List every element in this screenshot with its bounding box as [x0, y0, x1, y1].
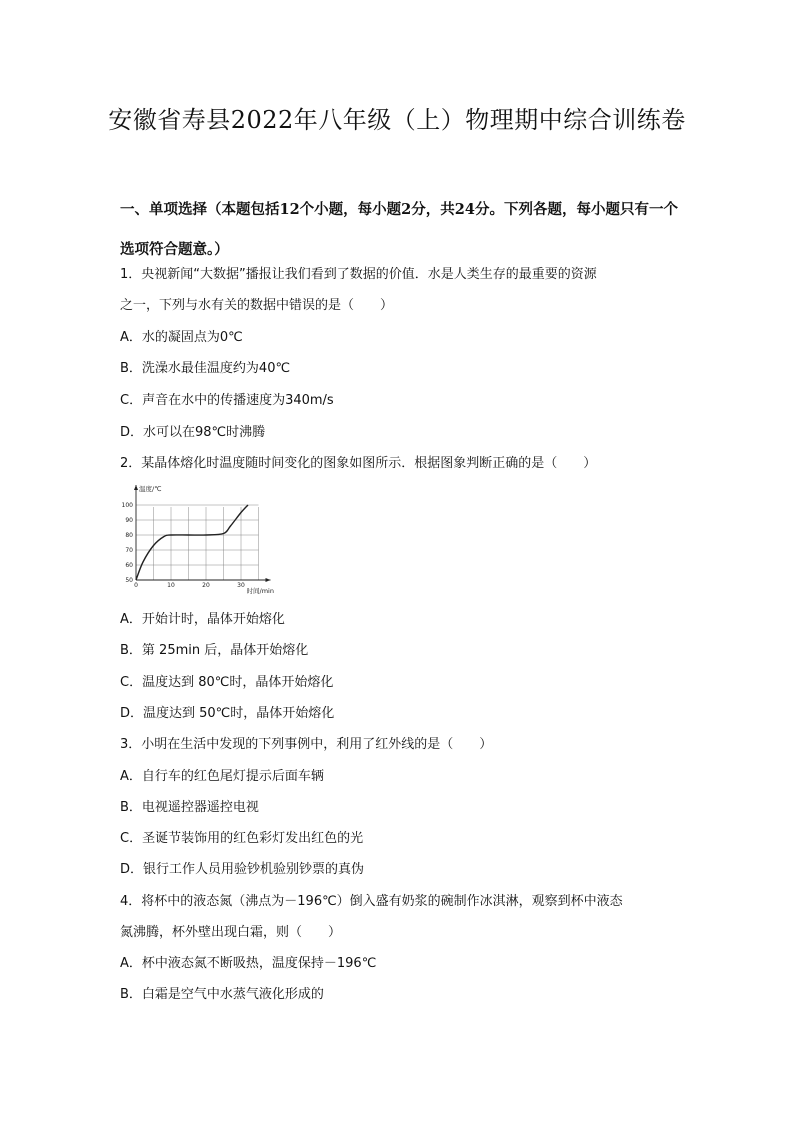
question-4-stem-line-1: 4．将杯中的液态氮（沸点为－196℃）倒入盛有奶浆的碗制作冰淇淋，观察到杯中液态 [120, 894, 623, 909]
y-tick-label: 60 [125, 562, 133, 569]
x-tick-label: 20 [202, 582, 210, 589]
question-2-stem: 2．某晶体熔化时温度随时间变化的图象如图所示．根据图象判断正确的是（ ） [120, 456, 597, 471]
question-3-option-a: A．自行车的红色尾灯提示后面车辆 [120, 769, 324, 784]
y-tick-label: 70 [125, 547, 133, 554]
question-3-stem: 3．小明在生活中发现的下列事例中，利用了红外线的是（ ） [120, 737, 493, 752]
x-tick-label: 10 [167, 582, 175, 589]
question-4-stem-line-2: 氮沸腾，杯外壁出现白霜，则（ ） [120, 925, 342, 940]
question-1-option-c: C．声音在水中的传播速度为340m/s [120, 393, 334, 408]
question-3-option-d: D．银行工作人员用验钞机验别钞票的真伪 [120, 862, 365, 877]
question-2-option-b: B．第 25min 后，晶体开始熔化 [120, 643, 309, 658]
question-2-option-d: D．温度达到 50℃时，晶体开始熔化 [120, 706, 335, 721]
question-1-option-a: A．水的凝固点为0℃ [120, 330, 243, 345]
y-tick-label: 100 [121, 502, 133, 509]
chart-axes [134, 485, 271, 582]
chart-x-axis-label: 时间/min [246, 587, 274, 595]
chart-grid [136, 505, 259, 580]
question-1-option-b: B．洗澡水最佳温度约为40℃ [120, 361, 291, 376]
document-title: 安徽省寿县2022年八年级（上）物理期中综合训练卷 [108, 106, 686, 134]
chart-y-axis-label: 温度/℃ [139, 485, 162, 493]
chart-ticks [122, 502, 245, 589]
y-tick-label: 90 [125, 517, 133, 524]
x-tick-label: 0 [134, 582, 138, 589]
y-axis-arrow [134, 485, 138, 490]
question-2-option-a: A．开始计时，晶体开始熔化 [120, 612, 285, 627]
question-4-option-a: A．杯中液态氮不断吸热，温度保持－196℃ [120, 956, 377, 971]
question-1-stem-line-2: 之一，下列与水有关的数据中错误的是（ ） [120, 298, 394, 313]
question-1-option-d: D．水可以在98℃时沸腾 [120, 425, 266, 440]
question-1-stem-line-1: 1．央视新闻“大数据”播报让我们看到了数据的价值．水是人类生存的最重要的资源 [120, 267, 597, 282]
x-axis-arrow [266, 578, 271, 582]
y-tick-label: 50 [125, 577, 133, 584]
melting-curve [136, 505, 248, 580]
question-3-option-b: B．电视遥控器遥控电视 [120, 800, 259, 815]
temperature-time-chart [116, 475, 276, 595]
question-3-option-c: C．圣诞节装饰用的红色彩灯发出红色的光 [120, 831, 364, 846]
question-4-option-b: B．白霜是空气中水蒸气液化形成的 [120, 987, 324, 1002]
y-tick-label: 80 [125, 532, 133, 539]
x-tick-label: 30 [237, 582, 245, 589]
question-2-option-c: C．温度达到 80℃时，晶体开始熔化 [120, 675, 334, 690]
section-heading: 一、单项选择（本题包括12个小题，每小题2分，共24分。下列各题，每小题只有一个选项符合题意。） [120, 201, 678, 258]
